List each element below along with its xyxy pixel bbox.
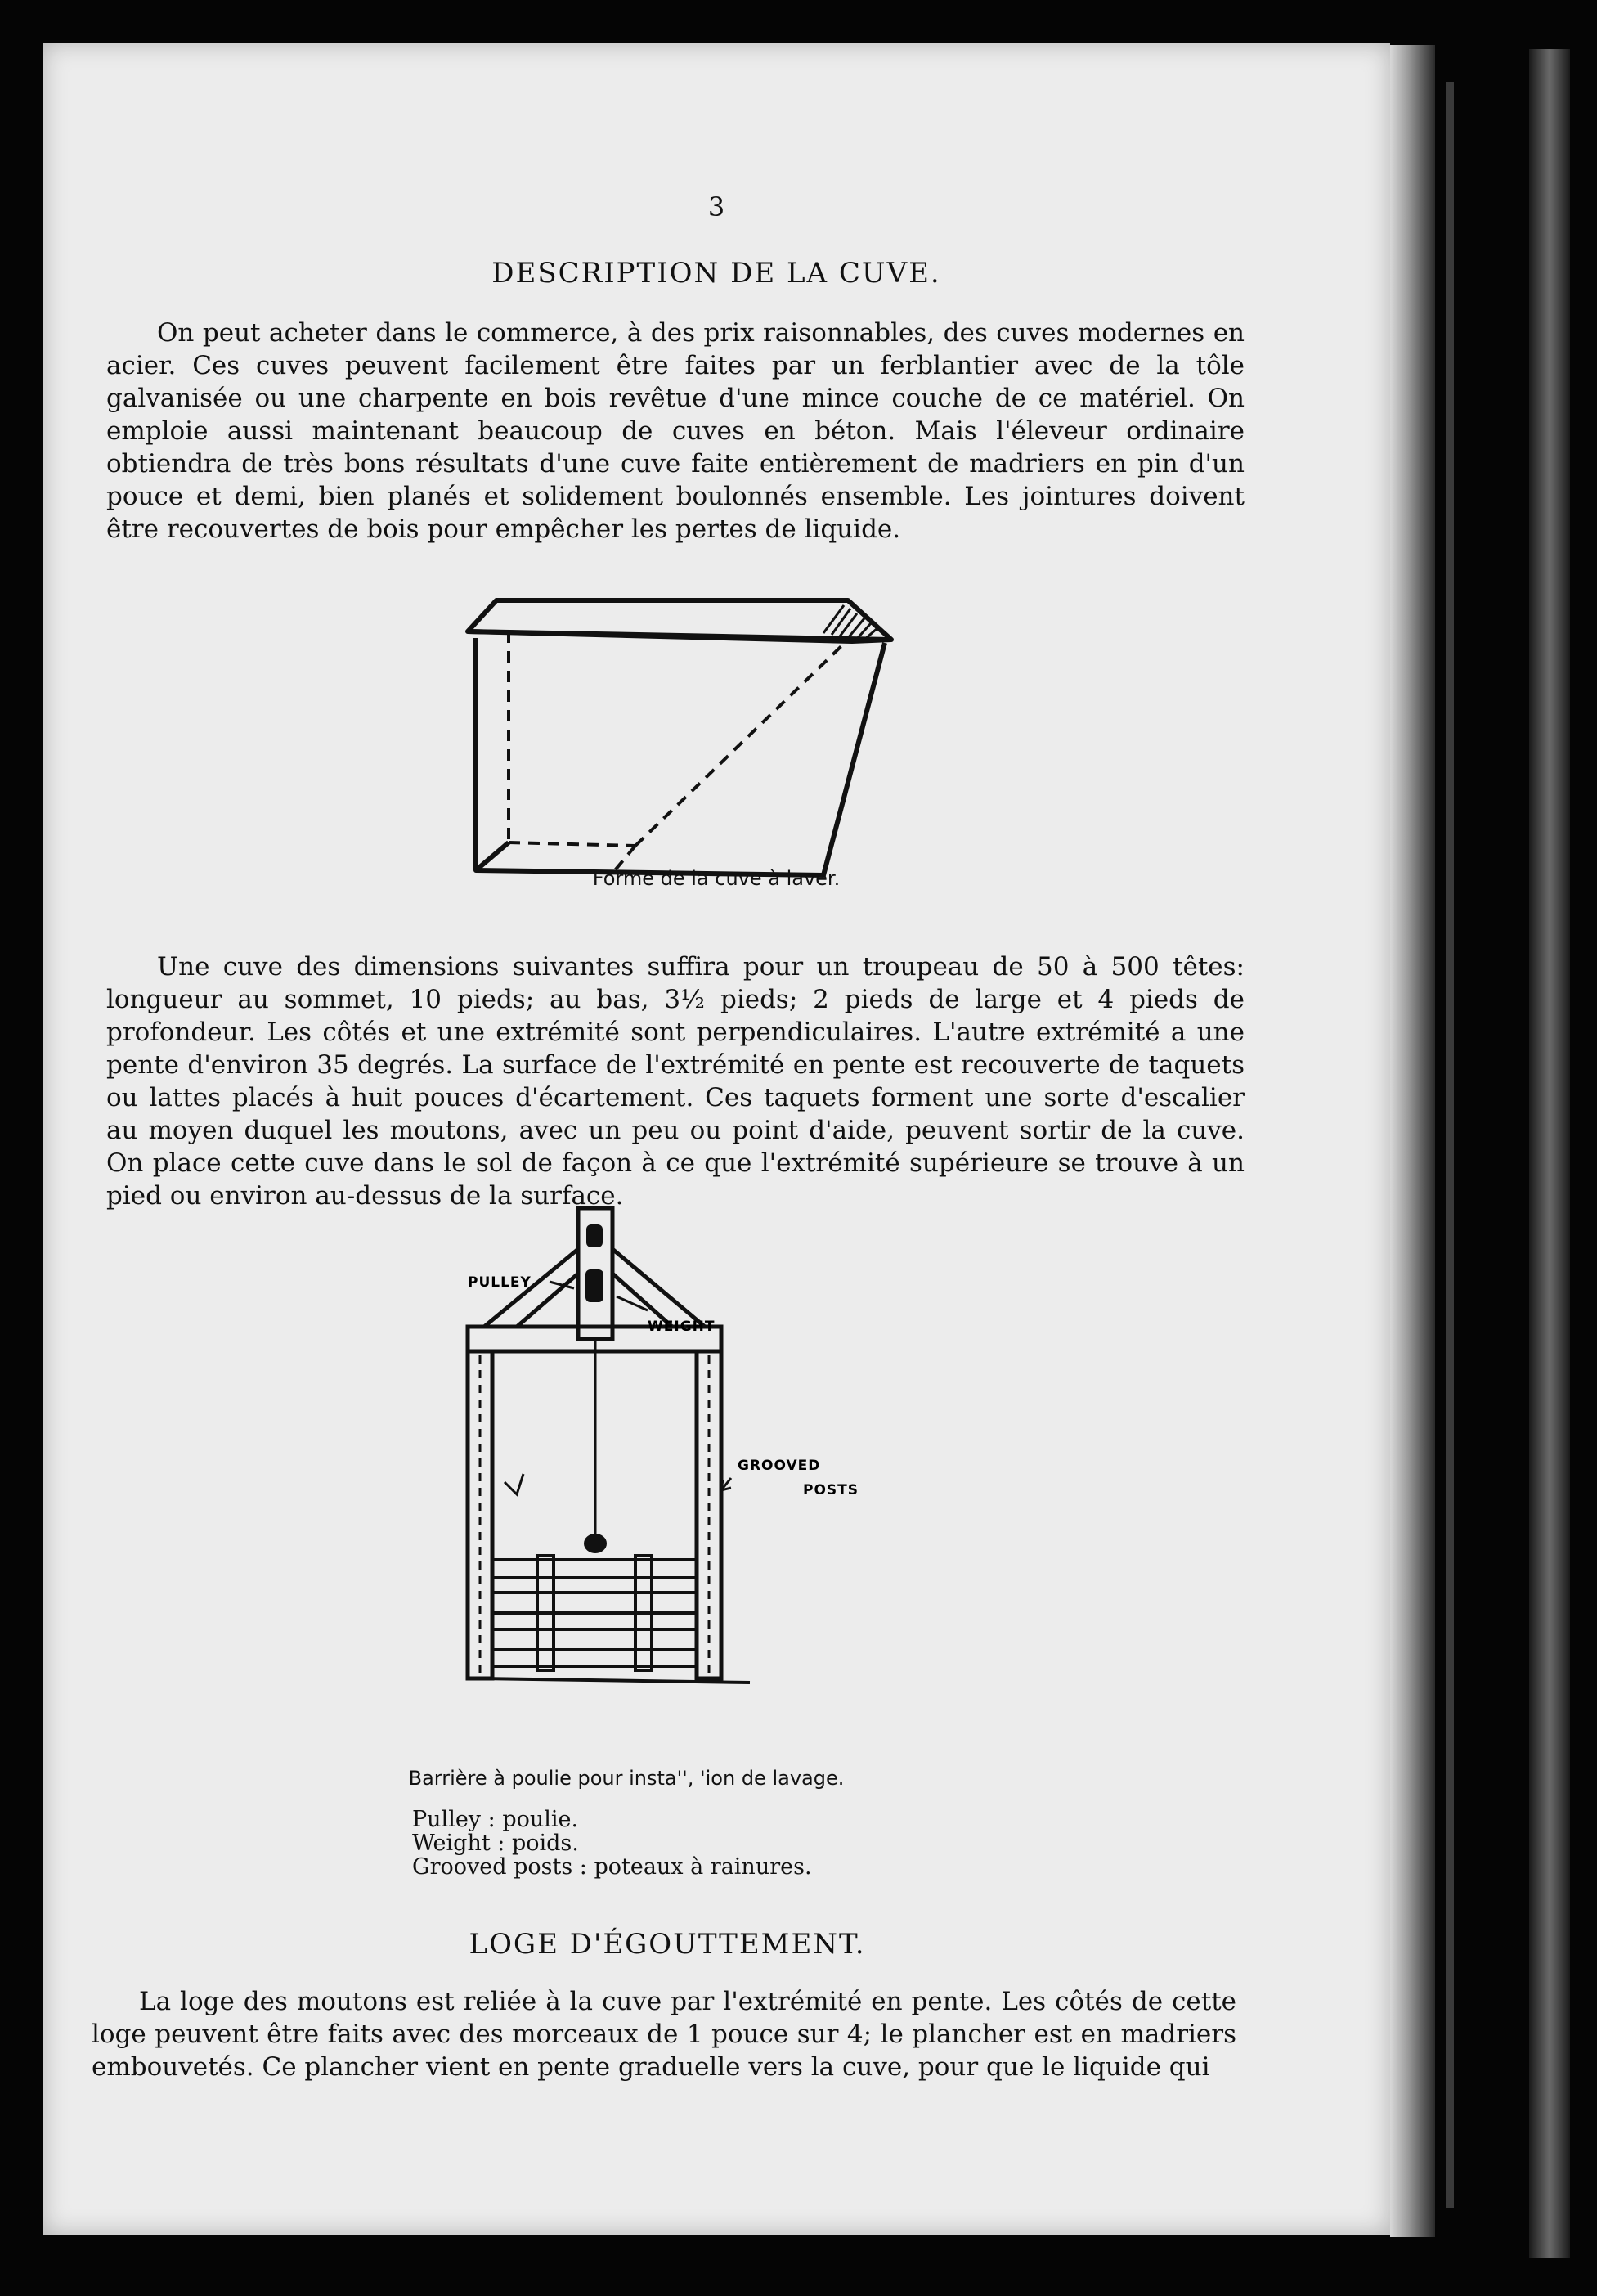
paragraph-description: On peut acheter dans le commerce, à des prix raisonnables, des cuves modernes en acier. Ces cuves peuvent facilement être faites par un ferblantier avec de la tôle galvanisée ou une charpente en bois revêtue d'une mince couche de ce matériel. On emploie aussi maintenant beaucoup de cuves en béton. Mais l'éleveur ordinaire obtiendra de très bons résultats d'une cuve faite entièrement de madriers en pin d'un pouce et demi, bien planés et solidement boulonnés ensemble. Les jointures doivent être recouvertes de bois pour empêcher les pertes de liquide. xyxy=(106,318,1245,544)
section-heading-cuve: DESCRIPTION DE LA CUVE. xyxy=(491,257,941,290)
label-weight: WEIGHT xyxy=(648,1319,716,1335)
book-binding-edge xyxy=(1529,49,1570,2258)
label-posts: POSTS xyxy=(803,1482,859,1498)
gate-slats xyxy=(480,1556,750,1683)
paragraph-loge: La loge des moutons est reliée à la cuve par l'extrémité en pente. Les côtés de cette loge peuvent être faits avec des morceaux de 1 pouce sur 4; le plancher est en madriers embouvetés. Ce plancher vient en pente graduelle vers la cuve, pour que le liquide qui xyxy=(92,1987,1236,2082)
pulley-icon xyxy=(586,1224,603,1247)
figure2-caption: Barrière à poulie pour insta'', 'ion de lavage. xyxy=(408,1767,845,1790)
pulley-gate-diagram xyxy=(402,1200,926,1748)
paragraph-dimensions: Une cuve des dimensions suivantes suffira pour un troupeau de 50 à 500 têtes: longueur au sommet, 10 pieds; au bas, 3½ pieds; 2 pieds de large et 4 pieds de profondeur. Les côtés et une extrémité sont perpendiculaires. L'autre extrémité a une pente d'environ 35 degrés. La surface de l'extrémité en pente est recouverte de taquets ou lattes placés à huit pouces d'écartement. Ces taquets forment une sorte d'escalier au moyen duquel les moutons, avec un peu ou point d'aide, peuvent sortir de la cuve. On place cette cuve dans le sol de façon à ce que l'extrémité supérieure se trouve à un pied ou environ au-dessus de la surface. xyxy=(106,952,1245,1211)
legend-item: Weight : poids. xyxy=(412,1831,579,1856)
page-stack-edge xyxy=(1390,45,1435,2237)
vat-diagram xyxy=(419,582,909,885)
page-number: 3 xyxy=(707,191,725,222)
section-heading-loge: LOGE D'ÉGOUTTEMENT. xyxy=(469,1928,866,1961)
legend-item: Grooved posts : poteaux à rainures. xyxy=(412,1854,812,1880)
label-grooved: GROOVED xyxy=(738,1458,821,1474)
legend-item: Pulley : poulie. xyxy=(412,1807,579,1832)
vat-front-outline xyxy=(476,638,885,875)
page-stack-edge xyxy=(1446,82,1454,2208)
figure2-legend xyxy=(412,1808,812,1879)
figure1-caption: Forme de la cuve à laver. xyxy=(592,867,841,890)
label-pulley: PULLEY xyxy=(468,1274,532,1291)
weight-icon xyxy=(585,1269,603,1302)
document-page xyxy=(43,43,1390,2235)
